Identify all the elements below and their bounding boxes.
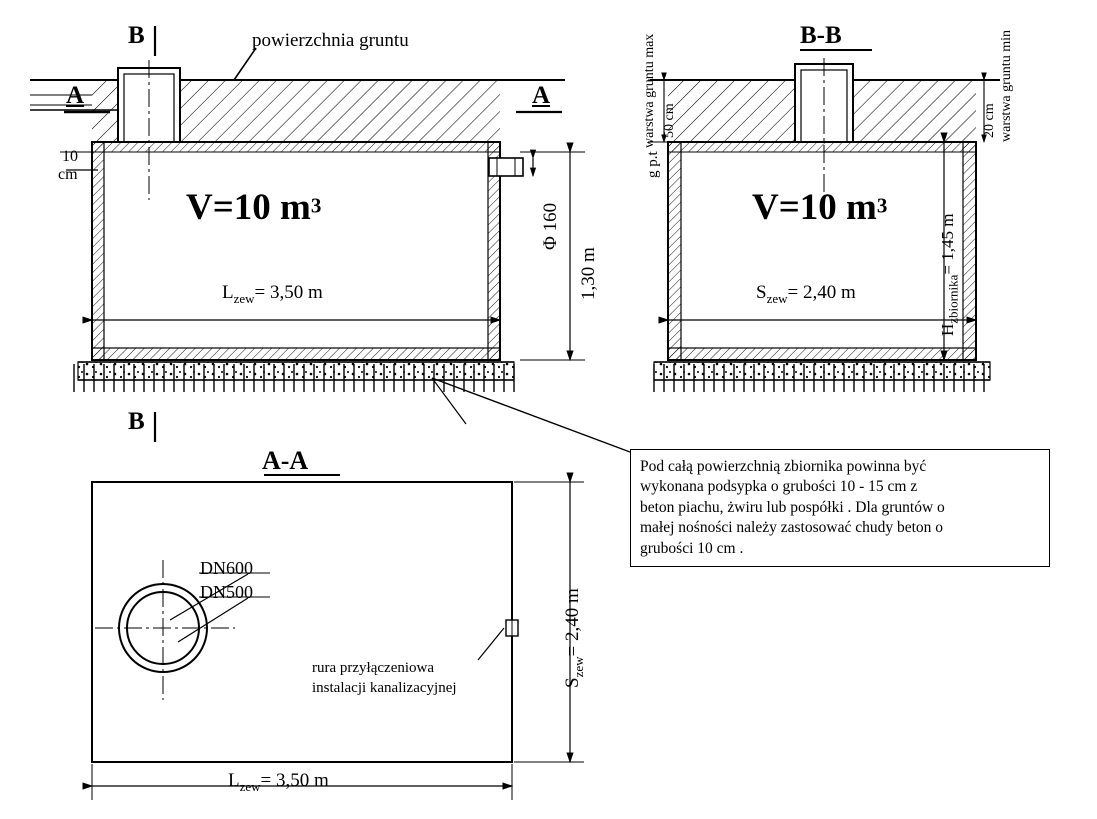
- note-line-4: małej nośności należy zastosować chudy beton o: [640, 519, 944, 537]
- section-bb-title: B-B: [800, 22, 842, 49]
- side-volume-label: V=10 m3: [752, 187, 888, 228]
- cover-min-dim: 20 cm: [982, 103, 997, 138]
- pipe-diameter-label: Φ 160: [540, 202, 561, 250]
- ground-level-label: g p.t: [645, 151, 661, 178]
- wall-thickness-value: 10: [62, 148, 78, 165]
- plan-length-dim: $L_{zew}= 3,50$ m: [228, 770, 329, 794]
- plan-width-dim: $S_{zew}= 2,40$ m: [562, 588, 586, 688]
- note-line-1: Pod całą powierzchnią zbiornika powinna być: [640, 458, 927, 475]
- front-volume-label: V=10 m3: [186, 187, 322, 228]
- ground-surface-label: powierzchnia gruntu: [252, 30, 409, 51]
- side-width-dim: $S_{zew}= 2,40$ m: [756, 282, 856, 306]
- marker-a-left: A: [66, 82, 85, 109]
- wall-thickness-unit: cm: [58, 166, 78, 183]
- cover-max-dim: 50 cm: [662, 103, 677, 138]
- soil-layer-max-label: warstwa gruntu max: [642, 33, 657, 148]
- dn500-label: DN500: [200, 582, 253, 602]
- connection-pipe-label-2: instalacji kanalizacyjnej: [312, 680, 457, 696]
- front-height-dim: 1,30 m: [578, 247, 599, 300]
- section-aa-title: A-A: [262, 446, 309, 475]
- connection-pipe-label-1: rura przyłączeniowa: [312, 660, 435, 676]
- front-length-dim: $L_{zew}= 3,50$ m: [222, 282, 323, 306]
- marker-a-right: A: [532, 82, 551, 109]
- note-line-3: beton piachu, żwiru lub pospółki . Dla gruntów o: [640, 498, 945, 516]
- dn600-label: DN600: [200, 558, 253, 578]
- marker-b-top: B: [128, 22, 145, 49]
- note-line-5: grubości 10 cm .: [640, 539, 744, 557]
- note-line-2: wykonana podsypka o grubości 10 - 15 cm z: [640, 478, 918, 496]
- marker-b-bottom: B: [128, 408, 145, 435]
- foundation-note: [630, 449, 1050, 567]
- soil-layer-min-label: warstwa gruntu min: [999, 30, 1014, 142]
- tank-height-dim: $H_{zbiornika}= 1,45$ m: [938, 213, 961, 336]
